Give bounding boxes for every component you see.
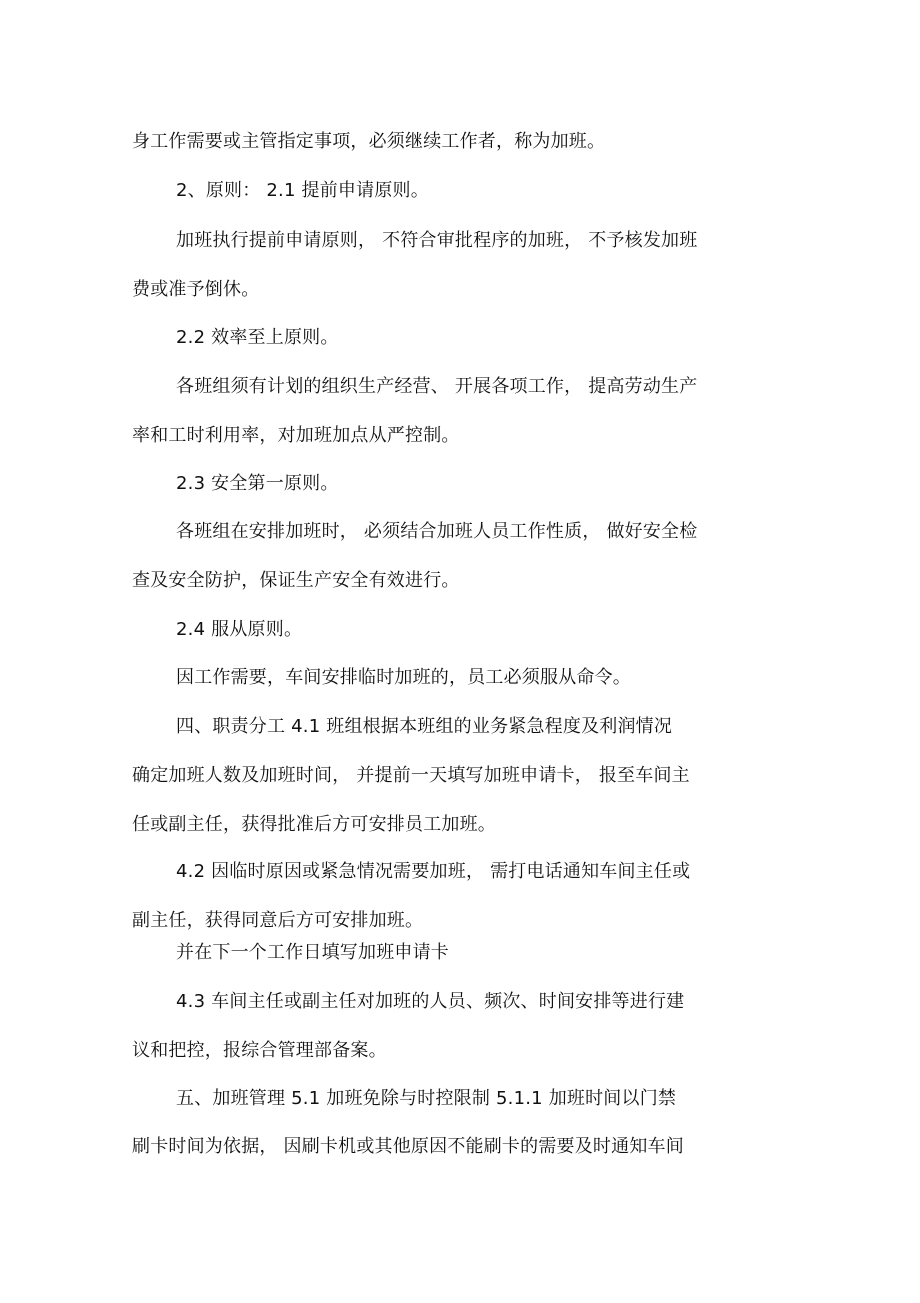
text-line: 2、原则： 2.1 提前申请原则。 [176,180,429,201]
text-line: 各班组在安排加班时， 必须结合加班人员工作性质， 做好安全检 [176,521,698,542]
text-line: 4.2 因临时原因或紧急情况需要加班， 需打电话通知车间主任或 [176,861,691,882]
text-line: 任或副主任，获得批准后方可安排员工加班。 [132,814,496,835]
text-line: 四、职责分工 4.1 班组根据本班组的业务紧急程度及利润情况 [176,716,673,737]
text-line: 2.2 效率至上原则。 [176,327,339,348]
text-line: 加班执行提前申请原则， 不符合审批程序的加班， 不予核发加班 [176,230,698,251]
text-line: 身工作需要或主管指定事项，必须继续工作者，称为加班。 [132,131,606,152]
text-line: 查及安全防护，保证生产安全有效进行。 [132,570,460,591]
text-line: 确定加班人数及加班时间， 并提前一天填写加班申请卡， 报至车间主 [132,765,690,786]
text-line: 刷卡时间为依据， 因刷卡机或其他原因不能刷卡的需要及时通知车间 [132,1136,684,1157]
text-line: 副主任，获得同意后方可安排加班。 [132,910,424,931]
text-line: 议和把控，报综合管理部备案。 [132,1040,387,1061]
text-line: 2.4 服从原则。 [176,619,303,640]
text-line: 2.3 安全第一原则。 [176,473,339,494]
text-line: 五、加班管理 5.1 加班免除与时控限制 5.1.1 加班时间以门禁 [176,1088,677,1109]
text-line: 费或准予倒休。 [132,279,260,300]
text-line: 因工作需要，车间安排临时加班的，员工必须服从命令。 [176,667,631,688]
text-line: 各班组须有计划的组织生产经营、 开展各项工作， 提高劳动生产 [176,376,698,397]
text-line: 率和工时利用率，对加班加点从严控制。 [132,425,460,446]
text-line: 4.3 车间主任或副主任对加班的人员、频次、时间安排等进行建 [176,991,685,1012]
text-line: 并在下一个工作日填写加班申请卡 [176,942,449,963]
